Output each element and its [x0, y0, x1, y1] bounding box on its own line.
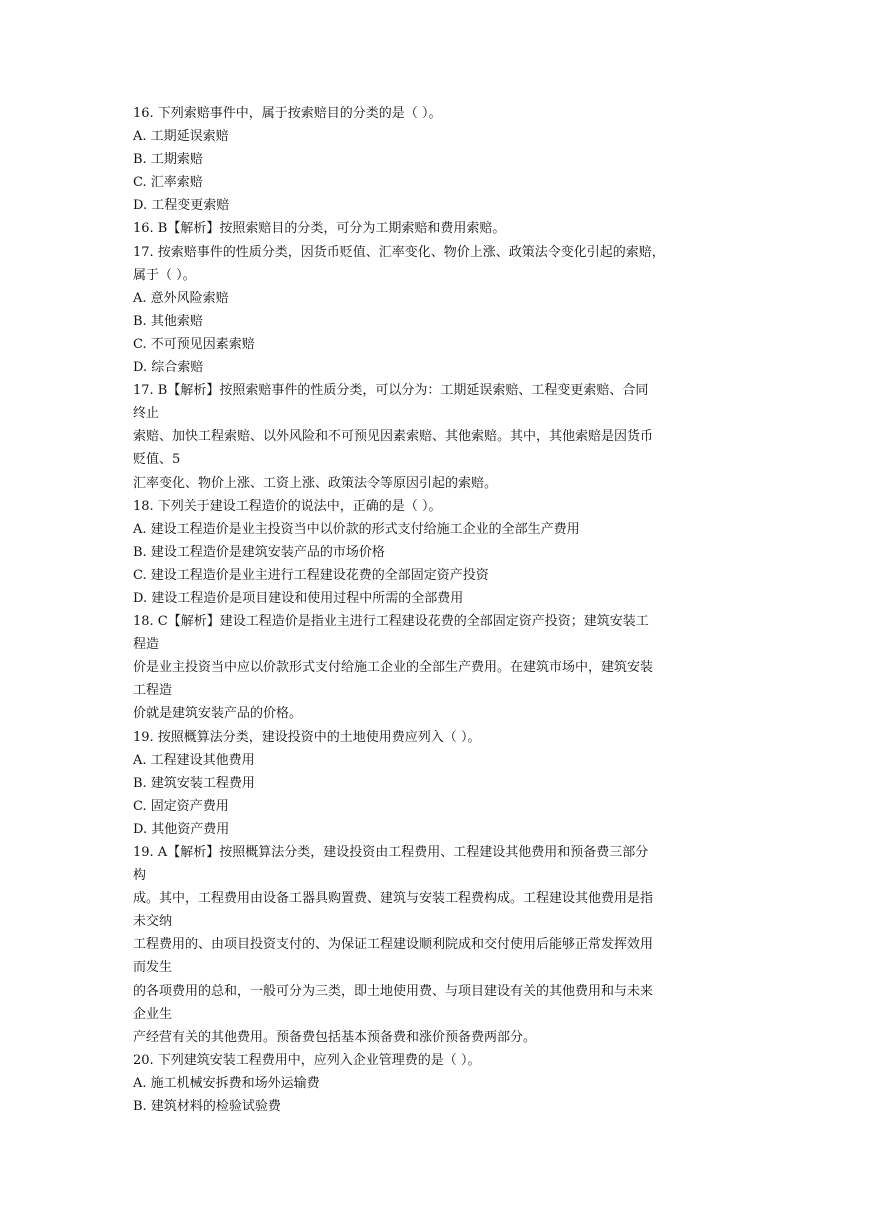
text-line: B. 建设工程造价是建筑安装产品的市场价格 — [133, 544, 385, 560]
text-line: 17. B【解析】按照索赔事件的性质分类，可以分为：工期延误索赔、工程变更索赔、合同 — [133, 383, 649, 399]
text-line: A. 施工机械安拆费和场外运输费 — [133, 1075, 320, 1091]
text-line: D. 工程变更索赔 — [133, 198, 230, 214]
text-line: 17. 按索赔事件的性质分类，因货币贬值、汇率变化、物价上涨、政策法令变化引起的索赔， — [133, 244, 665, 260]
text-line: 18. C【解析】建设工程造价是指业主进行工程建设花费的全部固定资产投资；建筑安装工 — [133, 614, 649, 630]
text-line: 19. A【解析】按照概算法分类，建设投资由工程费用、工程建设其他费用和预备费三部分 — [133, 845, 649, 860]
text-line: B. 建筑安装工程费用 — [133, 775, 255, 791]
text-line: D. 建设工程造价是项目建设和使用过程中所需的全部费用 — [133, 590, 464, 606]
text-line: A. 工期延误索赔 — [133, 129, 229, 145]
text-line: 工程造 — [133, 683, 173, 699]
text-line: B. 其他索赔 — [133, 313, 203, 329]
text-line: C. 固定资产费用 — [133, 798, 229, 814]
text-line: B. 工期索赔 — [133, 152, 203, 168]
text-line: A. 工程建设其他费用 — [133, 752, 255, 768]
text-line: 19. 按照概算法分类，建设投资中的土地使用费应列入（ ）。 — [133, 729, 481, 745]
text-line: 索赔、加快工程索赔、以外风险和不可预见因素索赔、其他索赔。其中，其他索赔是因货币 — [133, 429, 654, 445]
text-line: 汇率变化、物价上涨、工资上涨、政策法令等原因引起的索赔。 — [133, 475, 498, 491]
text-line: 20. 下列建筑安装工程费用中，应列入企业管理费的是（ ）。 — [133, 1052, 481, 1068]
text-line: 工程费用的、由项目投资支付的、为保证工程建设顺利院成和交付使用后能够正常发挥效用 — [133, 937, 654, 953]
text-line: 成。其中，工程费用由设备工器具购置费、建筑与安装工程费构成。工程建设其他费用是指 — [133, 891, 654, 907]
text-line: 产经营有关的其他费用。预备费包括基本预备费和涨价预备费两部分。 — [133, 1029, 537, 1045]
text-line: 价就是建筑安装产品的价格。 — [133, 706, 303, 722]
document-body — [133, 102, 743, 1118]
text-line: 价是业主投资当中应以价款形式支付给施工企业的全部生产费用。在建筑市场中，建筑安装 — [133, 660, 654, 676]
text-line: 构 — [133, 868, 147, 884]
text-line: 未交纳 — [133, 914, 173, 930]
text-line: A. 意外风险索赔 — [133, 290, 229, 306]
text-line: 属于（ ）。 — [133, 267, 196, 283]
text-line: 18. 下列关于建设工程造价的说法中，正确的是（ ）。 — [133, 498, 442, 514]
text-line: 程造 — [133, 637, 160, 653]
text-line: A. 建设工程造价是业主投资当中以价款的形式支付给施工企业的全部生产费用 — [133, 521, 580, 537]
text-line: D. 其他资产费用 — [133, 821, 230, 837]
text-line: C. 不可预见因素索赔 — [133, 336, 255, 352]
text-line: 的各项费用的总和，一般可分为三类，即土地使用费、与项目建设有关的其他费用和与未来 — [133, 983, 654, 999]
text-line: 而发生 — [133, 960, 173, 976]
text-line: D. 综合索赔 — [133, 360, 204, 376]
text-line: 终止 — [133, 406, 160, 422]
text-line: 16. 下列索赔事件中，属于按索赔目的分类的是（ ）。 — [133, 106, 442, 121]
text-line: C. 汇率索赔 — [133, 175, 203, 191]
text-line: 企业生 — [133, 1006, 173, 1022]
text-line: C. 建设工程造价是业主进行工程建设花费的全部固定资产投资 — [133, 567, 489, 583]
text-line: 贬值、5 — [133, 452, 181, 468]
text-line: B. 建筑材料的检验试验费 — [133, 1099, 281, 1115]
text-line: 16. B【解析】按照索赔目的分类，可分为工期索赔和费用索赔。 — [133, 221, 506, 237]
